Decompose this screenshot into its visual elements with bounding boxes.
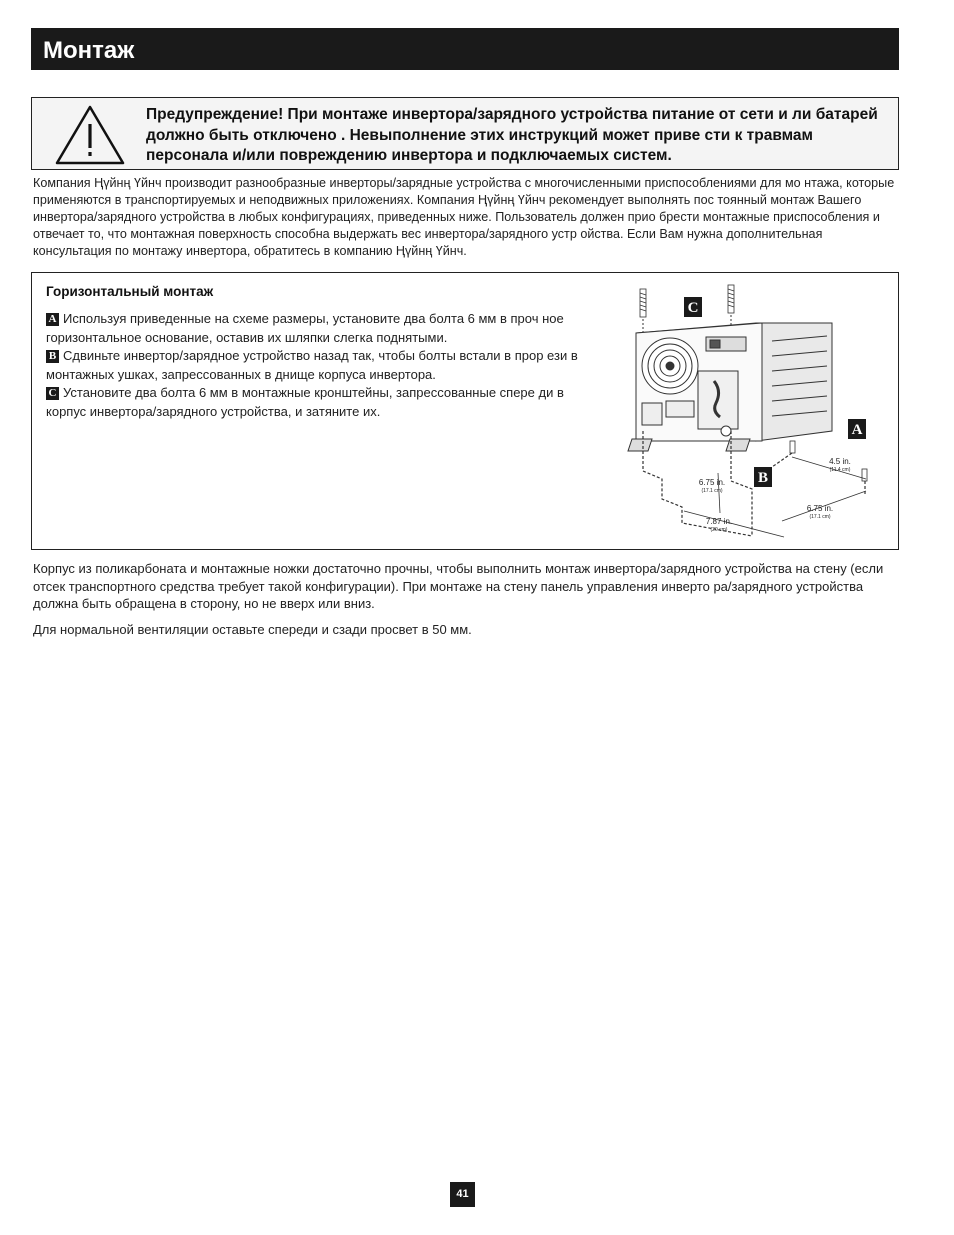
dim-label: 7.87 in. [705,517,733,526]
inverter-illustration [628,323,832,451]
warning-box [31,97,899,170]
dim-sublabel: (17.1 cm) [701,488,723,494]
dim-sublabel: (17.1 cm) [809,514,831,520]
step-text: Используя приведенные на схеме размеры, установите два болта 6 мм в проч ное горизонтальное основание, оставив их шляпки слегка поднятыми. [46,311,564,345]
label-a: A [851,422,863,438]
step-b [46,347,606,384]
page-number: 41 [450,1182,475,1207]
section-heading: Горизонтальный монтаж [46,284,214,299]
warning-triangle-icon [54,104,126,166]
label-c: C [687,300,699,316]
step-badge: A [46,313,59,326]
dim-sublabel: (11.4 cm) [829,467,851,473]
body-text [33,560,899,646]
step-text: Установите два болта 6 мм в монтажные кронштейны, запрессованные спере ди в корпус инвертора/зарядного устройства, и затяните их. [46,385,564,419]
step-a [46,310,606,347]
step-text: Сдвиньте инвертор/зарядное устройство назад так, чтобы болты встали в прор ези в монтажных ушках, запрессованных в днище корпуса инвертора. [46,348,578,382]
mount-steps [46,310,606,422]
warning-text: Предупреждение! При монтаже инвертора/зарядного устройства питание от сети и ли батарей должно быть отключено . Невыполнение этих инструкций может приве сти к травмам персонала и/или повреждению инвертора и подключаемых систем. [146,106,878,164]
mounting-diagram [622,281,894,546]
step-badge: C [46,387,59,400]
dim-label: 6.75 in. [698,478,726,487]
label-b: B [757,470,769,486]
bolt-icon [728,285,734,313]
dim-sublabel: (20 cm) [710,527,728,533]
ventilation-paragraph: Для нормальной вентиляции оставьте спереди и сзади просвет в 50 мм. [33,621,472,637]
wall-mount-paragraph: Корпус из поликарбоната и монтажные ножки достаточно прочны, чтобы выполнить монтаж инвертора/зарядного устройства на стену (если отсек транспортного средства требует такой конфигурации). При монтаже на стену панель управления инверто ра/зарядного устройства должна быть обращена в сторону, но не вверх или вниз. [33,561,884,611]
dim-label: 6.75 in. [806,504,834,513]
bolt-icon [640,289,646,317]
page-title: Монтаж [31,28,899,70]
horizontal-mount-section [31,272,899,550]
intro-paragraph: Компания Ңүйнң Үйнч производит разнообразные инверторы/зарядные устройства с многочисленными приспособлениями для мо нтажа, которые применяются в транспортируемых и неподвижных приложениях. Компания Ңүйнң Үйнч рекомендует выполнять пос тоянный монтаж Вашего инвертора/зарядного устройства в любых конфигурациях, приведенных ниже. Пользователь должен прио брести монтажные приспособления и отвечает то, что монтажная поверхность способна выдержать вес инвертора/зарядного устр ойства. Если Вам нужна дополнительная консультация по монтажу инвертора, обратитесь в компанию Ңүйнң Үйнч. [33,176,895,258]
dim-label: 4.5 in. [829,457,851,466]
step-badge: B [46,350,59,363]
step-c [46,384,606,421]
